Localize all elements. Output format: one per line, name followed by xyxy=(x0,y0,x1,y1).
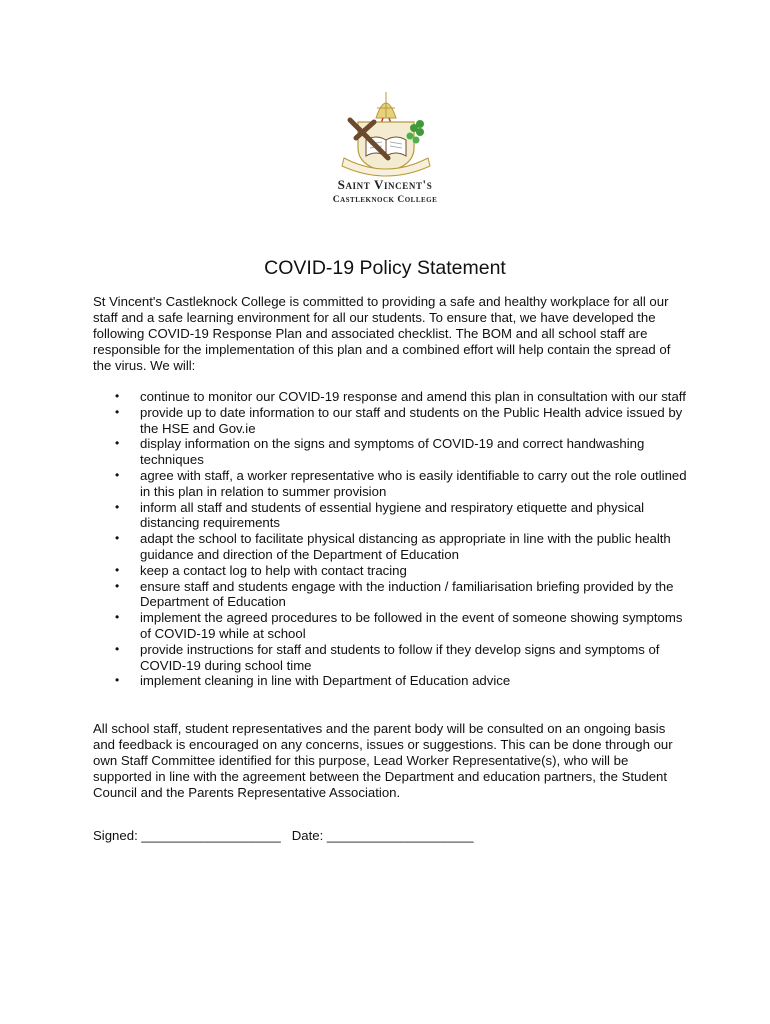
list-item: • implement cleaning in line with Department of Education advice xyxy=(115,673,695,689)
list-item: • display information on the signs and symptoms of COVID-19 and correct handwashing techniques xyxy=(115,436,695,468)
college-subtitle: Castleknock College xyxy=(332,195,438,205)
list-item: • adapt the school to facilitate physical distancing as appropriate in line with the public health guidance and direction of the Department of Education xyxy=(115,531,695,563)
college-crest-logo xyxy=(330,88,442,180)
list-item: • continue to monitor our COVID-19 response and amend this plan in consultation with our staff xyxy=(115,389,695,405)
list-item: • provide up to date information to our staff and students on the Public Health advice issued by the HSE and Gov.ie xyxy=(115,405,695,437)
signed-field: Signed: ___________________ xyxy=(93,828,281,843)
intro-paragraph: St Vincent's Castleknock College is committed to providing a safe and healthy workplace for all our staff and a safe learning environment for all our students. To ensure that, we have developed the following COVID-19 Response Plan and associated checklist. The BOM and all school staff are responsible for the implementation of this plan and a combined effort will help contain the spread of the virus. We will: xyxy=(93,294,671,373)
list-item: • keep a contact log to help with contact tracing xyxy=(115,563,695,579)
commitments-list xyxy=(115,389,695,689)
list-item: • ensure staff and students engage with the induction / familiarisation briefing provided by the Department of Education xyxy=(115,579,695,611)
list-item: • agree with staff, a worker representative who is easily identifiable to carry out the role outlined in this plan in relation to summer provision xyxy=(115,468,695,500)
list-item: • implement the agreed procedures to be followed in the event of someone showing symptoms of COVID-19 while at school xyxy=(115,610,695,642)
list-item: • provide instructions for staff and students to follow if they develop signs and symptoms of COVID-19 during school time xyxy=(115,642,695,674)
date-field: Date: ____________________ xyxy=(291,828,474,843)
signature-line xyxy=(93,828,474,843)
page-title: COVID-19 Policy Statement xyxy=(264,257,506,279)
list-item: • inform all staff and students of essential hygiene and respiratory etiquette and physical distancing requirements xyxy=(115,500,695,532)
college-name: Saint Vincent's xyxy=(337,177,433,192)
consultation-paragraph: All school staff, student representatives and the parent body will be consulted on an ongoing basis and feedback is encouraged on any concerns, issues or suggestions. This can be done through our own Staff Committee identified for this purpose, Lead Worker Representative(s), who will be supported in line with the agreement between the Department and education partners, the Student Council and the Parents Representative Association. xyxy=(93,721,673,800)
